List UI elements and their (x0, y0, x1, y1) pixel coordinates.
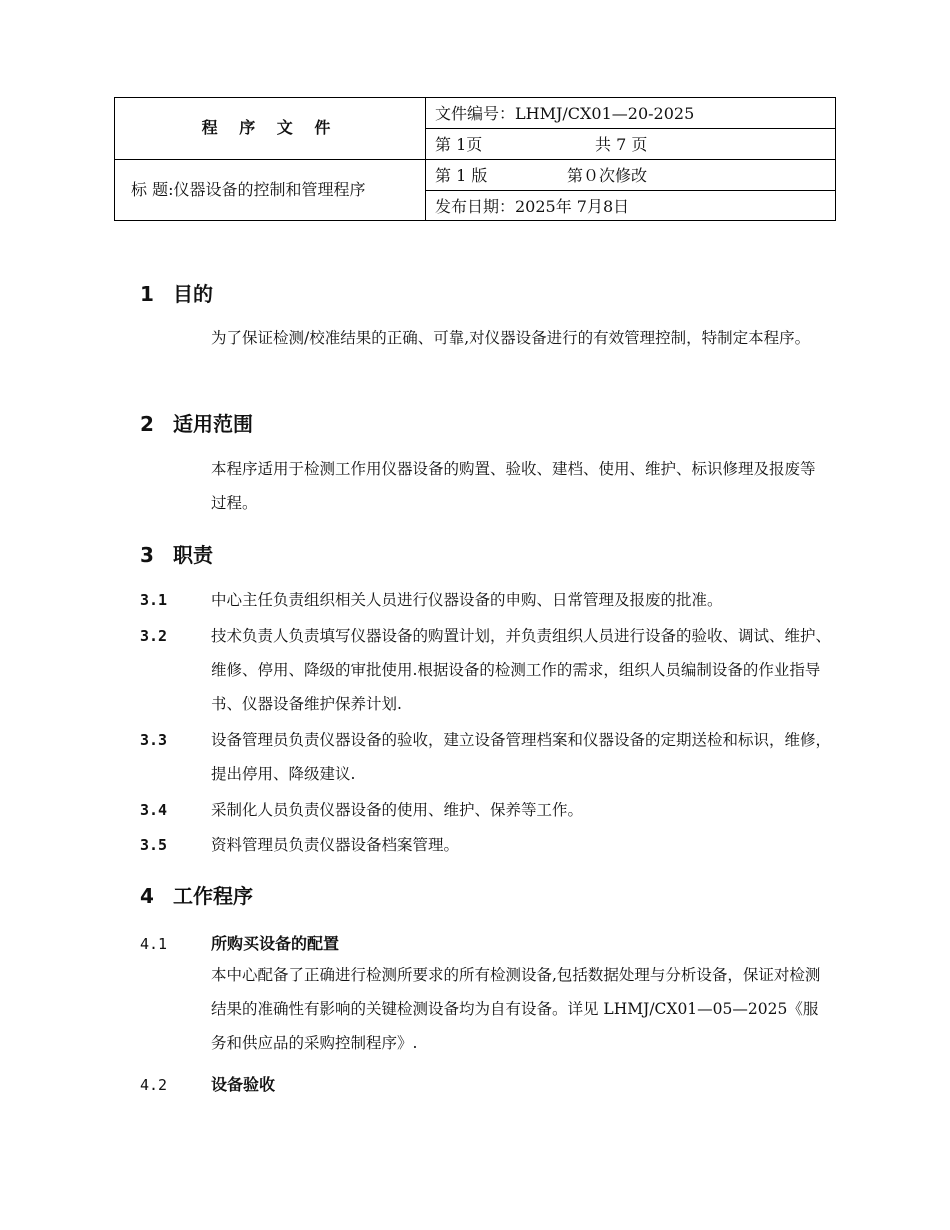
subsection-number: 4.1 (140, 935, 168, 953)
section-paragraph: 本程序适用于检测工作用仪器设备的购置、验收、建档、使用、维护、标识修理及报废等过程。 (211, 460, 816, 512)
section-heading (140, 408, 253, 437)
document-header-table (114, 97, 836, 221)
item-text: 采制化人员负责仪器设备的使用、维护、保养等工作。 (211, 801, 584, 819)
page-total: 共 7 页 (595, 135, 648, 154)
version: 第 1 版 (435, 166, 488, 185)
item-number: 3.1 (140, 591, 168, 609)
subsection-heading (140, 1072, 275, 1095)
item-text: 资料管理员负责仪器设备档案管理。 (211, 836, 460, 854)
section-number: 3 (140, 543, 154, 567)
table-divider (425, 190, 835, 191)
table-divider (115, 159, 835, 160)
document-type: 程 序 文 件 (201, 118, 339, 137)
section-number: 1 (140, 282, 154, 306)
section-paragraph: 为了保证检测/校准结果的正确、可靠,对仪器设备进行的有效管理控制，特制定本程序。 (211, 329, 811, 347)
subsection-title: 设备验收 (211, 1075, 276, 1094)
item-number: 3.4 (140, 801, 168, 819)
item-text: 设备管理员负责仪器设备的验收，建立设备管理档案和仪器设备的定期送检和标识，维修，提出停用、降级建议. (211, 731, 832, 783)
item-number: 3.2 (140, 627, 168, 645)
section-title: 职责 (173, 543, 213, 567)
section-heading (140, 539, 213, 568)
document-title: 标 题:仪器设备的控制和管理程序 (131, 180, 366, 199)
document-number: 文件编号：LHMJ/CX01—20-2025 (435, 104, 695, 123)
item-number: 3.3 (140, 731, 168, 749)
page-current: 第 1页 (435, 135, 483, 154)
section-paragraph: 本中心配备了正确进行检测所要求的所有检测设备,包括数据处理与分析设备，保证对检测结果的准确性有影响的关键检测设备均为自有设备。详见 LHMJ/CX01—05—2025《服务和供应品的采购控制程序》. (211, 966, 821, 1052)
section-number: 2 (140, 412, 154, 436)
table-divider (425, 128, 835, 129)
subsection-number: 4.2 (140, 1076, 168, 1094)
section-title: 适用范围 (173, 412, 253, 436)
section-title: 目的 (173, 282, 213, 306)
subsection-heading (140, 931, 339, 954)
subsection-title: 所购买设备的配置 (211, 934, 340, 953)
revision: 第０次修改 (567, 166, 648, 185)
section-heading (140, 880, 253, 909)
publish-date: 发布日期：2025年 7月8日 (435, 197, 630, 216)
section-number: 4 (140, 884, 154, 908)
item-text: 中心主任负责组织相关人员进行仪器设备的申购、日常管理及报废的批准。 (211, 591, 723, 609)
item-number: 3.5 (140, 836, 168, 854)
item-text: 技术负责人负责填写仪器设备的购置计划，并负责组织人员进行设备的验收、调试、维护、维修、停用、降级的审批使用.根据设备的检测工作的需求，组织人员编制设备的作业指导书、仪器设备维护保养计划. (211, 627, 832, 713)
section-title: 工作程序 (173, 884, 253, 908)
section-heading (140, 278, 213, 307)
